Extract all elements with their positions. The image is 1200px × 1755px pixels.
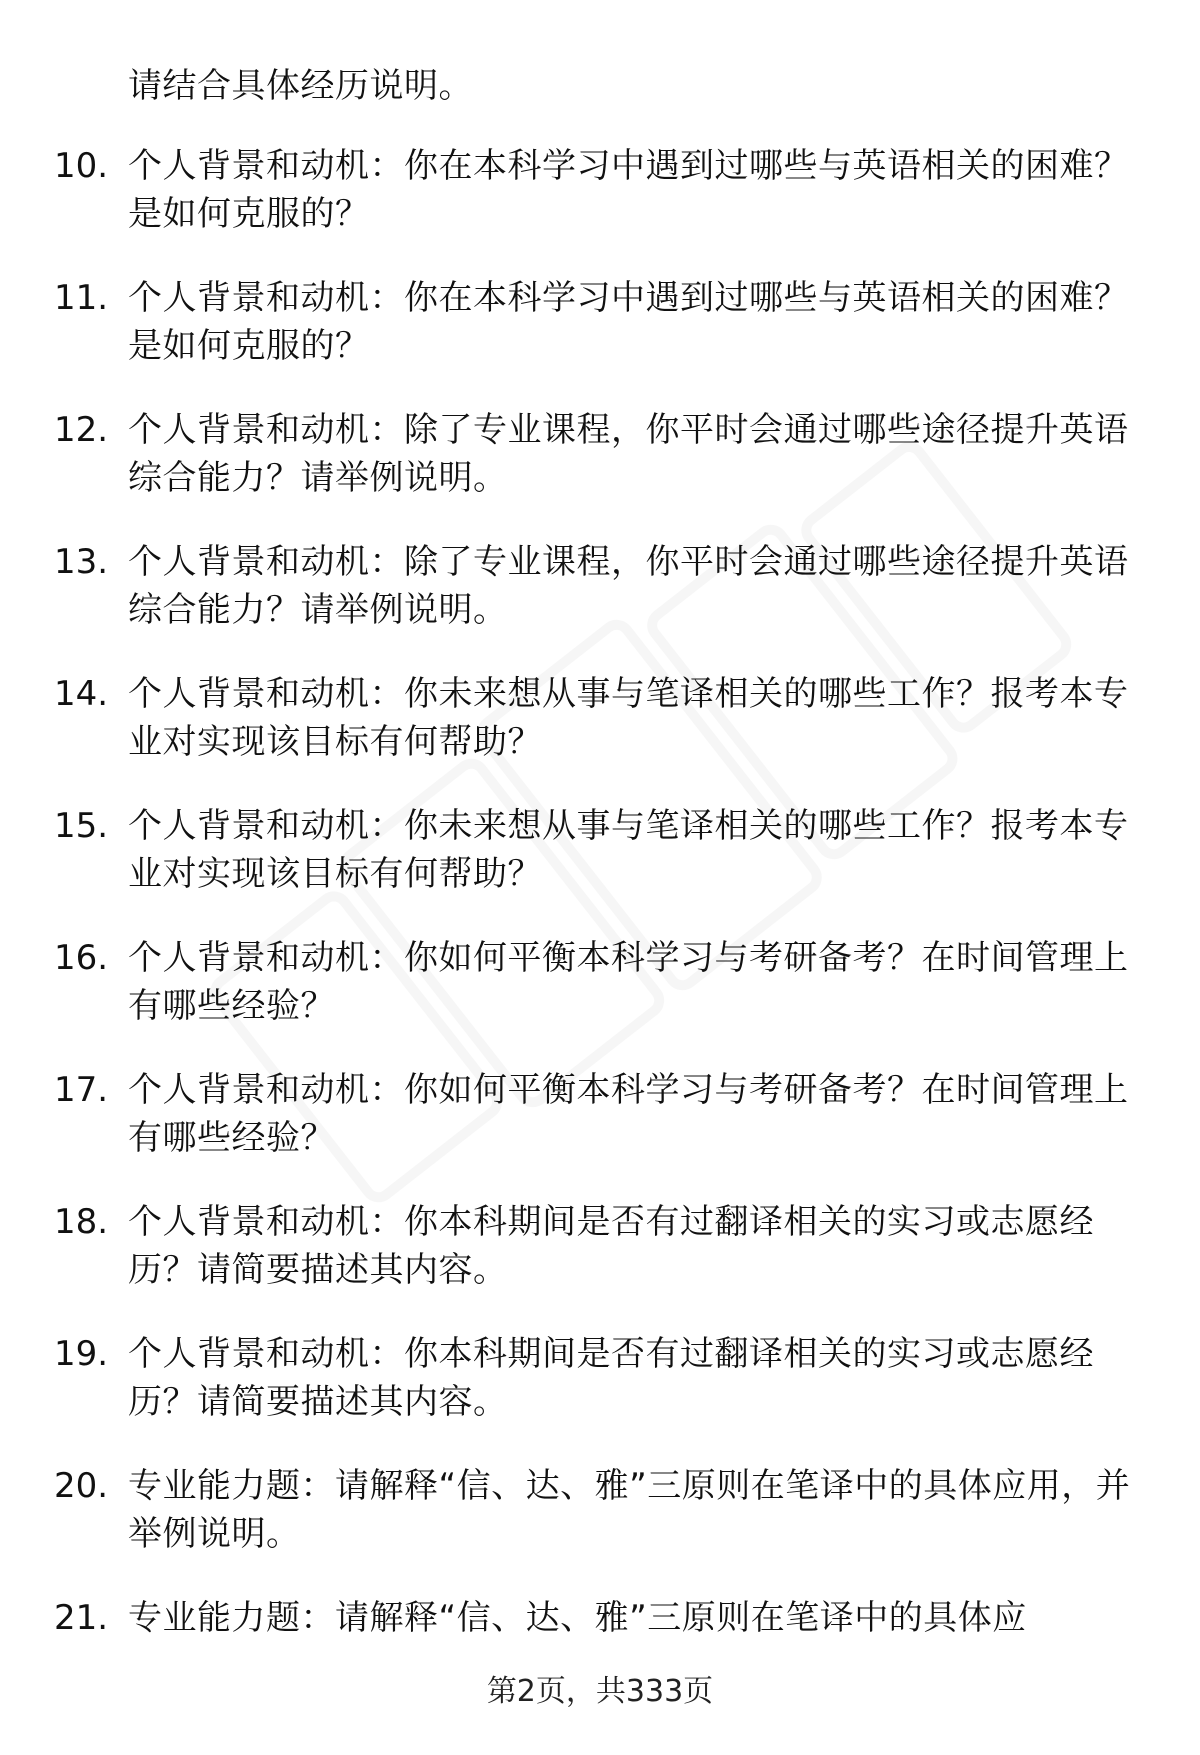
item-text: 个人背景和动机：你本科期间是否有过翻译相关的实习或志愿经历？请简要描述其内容。 [128,1334,1094,1422]
item-number: 19. [54,1334,109,1374]
item-number: 13. [54,542,109,582]
item-text: 专业能力题：请解释“信、达、雅”三原则在笔译中的具体应用，并举例说明。 [128,1466,1131,1554]
item-text: 个人背景和动机：你在本科学习中遇到过哪些与英语相关的困难？是如何克服的？ [128,278,1129,366]
list-item [0,1330,1200,1462]
item-text: 个人背景和动机：你本科期间是否有过翻译相关的实习或志愿经历？请简要描述其内容。 [128,1202,1094,1290]
item-number: 11. [54,278,109,318]
item-number: 18. [54,1202,109,1242]
item-number: 17. [54,1070,109,1110]
item-text: 个人背景和动机：除了专业课程，你平时会通过哪些途径提升英语综合能力？请举例说明。 [128,410,1129,498]
list-item [0,1462,1200,1594]
question-list [0,142,1200,1726]
item-number: 14. [54,674,109,714]
list-item [0,1198,1200,1330]
item-text: 个人背景和动机：除了专业课程，你平时会通过哪些途径提升英语综合能力？请举例说明。 [128,542,1129,630]
item-number: 20. [54,1466,109,1506]
item-text: 个人背景和动机：你未来想从事与笔译相关的哪些工作？报考本专业对实现该目标有何帮助？ [128,674,1129,762]
list-item [0,1066,1200,1198]
list-item [0,934,1200,1066]
item-text: 个人背景和动机：你未来想从事与笔译相关的哪些工作？报考本专业对实现该目标有何帮助？ [128,806,1129,894]
list-item [0,670,1200,802]
item-text: 专业能力题：请解释“信、达、雅”三原则在笔译中的具体应 [128,1598,1027,1638]
item-text: 个人背景和动机：你如何平衡本科学习与考研备考？在时间管理上有哪些经验？ [128,938,1129,1026]
page-footer: 第2页，共333页 [486,1674,714,1709]
item-number: 21. [54,1598,109,1638]
continuation-line: 请结合具体经历说明。 [128,66,473,106]
item-number: 10. [54,146,109,186]
item-text: 个人背景和动机：你如何平衡本科学习与考研备考？在时间管理上有哪些经验？ [128,1070,1129,1158]
list-item [0,538,1200,670]
item-number: 16. [54,938,109,978]
list-item [0,802,1200,934]
item-number: 15. [54,806,109,846]
list-item [0,406,1200,538]
list-item [0,274,1200,406]
list-item [0,142,1200,274]
item-number: 12. [54,410,109,450]
item-text: 个人背景和动机：你在本科学习中遇到过哪些与英语相关的困难？是如何克服的？ [128,146,1129,234]
